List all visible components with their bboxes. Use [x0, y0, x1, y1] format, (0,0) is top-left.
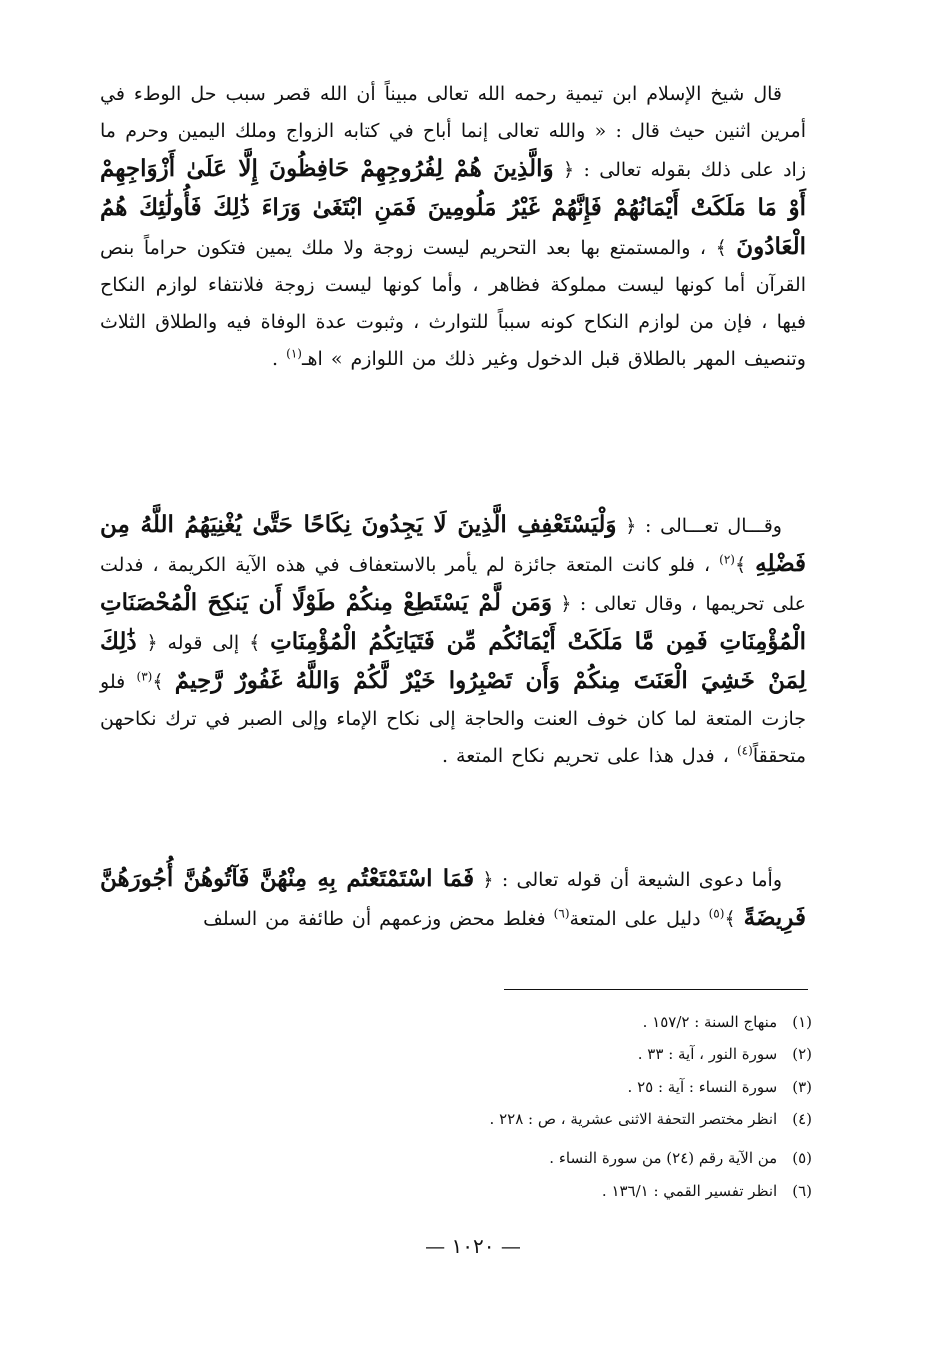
paragraph-2-close-3: ﴾: [152, 671, 164, 693]
paragraph-2: [100, 506, 806, 775]
footnote-text: من الآية رقم (٢٤) من سورة النساء .: [549, 1149, 778, 1167]
paragraph-1: [100, 76, 806, 378]
paragraph-1-text-after: ﴾ ، والمستمتع بها بعد التحريم ليست زوجة ولا ملك يمين فتكون حراماً بنص القرآن أما كونها ليست مملوكة فظاهر ، وأما كونها ليست زوجة فلانتفاء لوازم النكاح فيها ، فإن من لوازم النكاح كونه سبباً للتوارث ، وثبوت عدة الوفاة فيه والطلاق الثلاث وتنصيف المهر بالطلاق قبل الدخول وغير ذلك من اللوازم » اهـ: [100, 237, 806, 370]
footnote-3: [392, 1077, 812, 1097]
footnote-text: انظر تفسير القمي : ١٣٦/١ .: [601, 1182, 778, 1200]
paragraph-2-quran-3: ذَٰلِكَ لِمَنْ خَشِيَ الْعَنَتَ مِنكُمْ وَأَن تَصْبِرُوا خَيْرٌ لَّكُمْ وَاللَّهُ غَفُورٌ رَّحِيمٌ: [100, 628, 806, 694]
footnote-text: انظر مختصر التحفة الاثنى عشرية ، ص : ٢٢٨ .: [489, 1110, 778, 1128]
paragraph-2-text-1: ، فلو كانت المتعة جائزة لم يأمر بالاستعفاف في هذه الآية الكريمة ، فدلت على تحريمها ، وقال تعالى : ﴿: [100, 554, 807, 615]
footnote-ref-5: (٥): [708, 906, 725, 921]
footnote-ref-3: (٣): [136, 669, 153, 684]
paragraph-2-text-4: ، فدل هذا على تحريم نكاح المتعة .: [441, 745, 737, 767]
paragraph-3-text-2: فغلط محض وزعمهم أن طائفة من السلف: [203, 908, 554, 930]
paragraph-2-text-3: فلو جازت المتعة لما كان خوف العنت والحاجة إلى نكاح الإماء وإلى الصبر في ترك نكاحهن متحققاً: [100, 671, 806, 767]
footnote-ref-6: (٦): [553, 906, 570, 921]
paragraph-3-quran: فَمَا اسْتَمْتَعْتُم بِهِ مِنْهُنَّ فَآتُوهُنَّ أُجُورَهُنَّ فَرِيضَةً: [100, 865, 806, 931]
footnote-text: سورة النور ، آية : ٣٣ .: [637, 1045, 778, 1063]
footnote-number: (٢): [792, 1045, 812, 1063]
paragraph-3-lead: وأما دعوى الشيعة أن قوله تعالى : ﴿: [482, 869, 783, 891]
footnote-ref-1: (١): [286, 346, 302, 361]
footnote-separator: [504, 989, 808, 990]
footnote-number: (٦): [792, 1182, 812, 1200]
footnote-5: [392, 1148, 812, 1168]
paragraph-2-text-2: ﴾ إلى قوله ﴿: [146, 632, 261, 654]
paragraph-2-lead: وقـــال تعـــالى : ﴿: [625, 515, 782, 537]
paragraph-3-text-1: دليل على المتعة: [569, 908, 701, 930]
page-number: — ١٠٢٠ —: [425, 1234, 521, 1258]
footnote-6: [392, 1181, 812, 1201]
paragraph-2-quran-1: وَلْيَسْتَعْفِفِ الَّذِينَ لَا يَجِدُونَ نِكَاحًا حَتَّىٰ يُغْنِيَهُمُ اللَّهُ مِن فَضْلِهِ: [100, 511, 807, 577]
footnote-ref-2: (٢): [719, 552, 735, 567]
paragraph-2-close-1: ﴾: [734, 554, 747, 576]
footnote-ref-4: (٤): [736, 743, 753, 758]
paragraph-3: [100, 860, 806, 938]
footnote-2: [392, 1044, 812, 1064]
footnote-text: سورة النساء : آية : ٢٥ .: [627, 1078, 778, 1096]
footnote-text: منهاج السنة : ١٥٧/٢ .: [642, 1013, 778, 1031]
paragraph-3-close: ﴾: [724, 908, 736, 930]
footnote-4: [392, 1109, 812, 1129]
footnote-number: (٤): [792, 1110, 812, 1128]
paragraph-1-end: .: [272, 348, 287, 370]
footnote-number: (٣): [792, 1078, 812, 1096]
footnote-number: (١): [792, 1013, 812, 1031]
paragraph-1-quran: وَالَّذِينَ هُمْ لِفُرُوجِهِمْ حَافِظُونَ إِلَّا عَلَىٰ أَزْوَاجِهِمْ أَوْ مَا مَلَكَتْ أَيْمَانُهُمْ فَإِنَّهُمْ غَيْرُ مَلُومِينَ فَمَنِ ابْتَغَىٰ وَرَاءَ ذَٰلِكَ فَأُولَٰئِكَ هُمُ الْعَادُونَ: [100, 155, 806, 260]
paragraph-1-text: قال شيخ الإسلام ابن تيمية رحمه الله تعالى مبيناً أن الله قصر سبب حل الوطء في أمرين اثنين حيث قال : « والله تعالى إنما أباح في كتابه الزواج وملك اليمين وحرم ما زاد على ذلك بقوله تعالى : ﴿: [100, 83, 806, 181]
footnote-1: [392, 1012, 812, 1032]
footnote-number: (٥): [792, 1149, 812, 1167]
paragraph-2-quran-2: وَمَن لَّمْ يَسْتَطِعْ مِنكُمْ طَوْلًا أَن يَنكِحَ الْمُحْصَنَاتِ الْمُؤْمِنَاتِ فَمِن مَّا مَلَكَتْ أَيْمَانُكُم مِّن فَتَيَاتِكُمُ الْمُؤْمِنَاتِ: [100, 589, 807, 655]
